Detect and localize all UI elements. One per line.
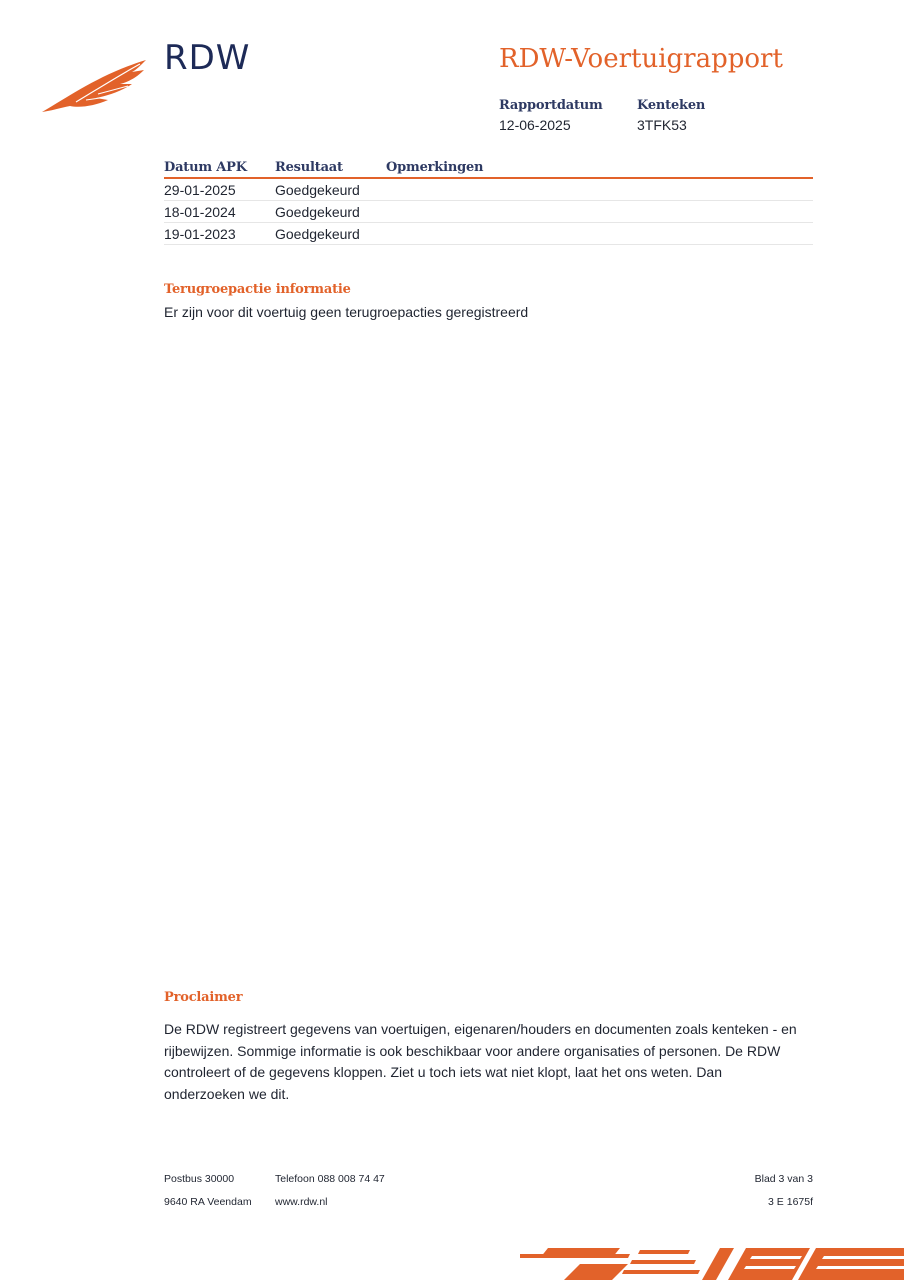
apk-table-header-row — [164, 160, 813, 178]
footer-code: 3 E 1675f — [768, 1196, 813, 1208]
recall-text: Er zijn voor dit voertuig geen terugroepacties geregistreerd — [164, 304, 529, 320]
apk-remarks-cell — [386, 223, 813, 245]
apk-table — [164, 160, 813, 245]
road-stripes-decoration-icon — [520, 1244, 904, 1280]
proclaimer-text: De RDW registreert gegevens van voertuigen, eigenaren/houders en documenten zoals kenteken - en rijbewijzen. Sommige informatie is ook beschikbaar voor andere organisaties of personen. De RDW controleert of de gegevens kloppen. Ziet u toch iets wat niet klopt, laat het ons weten. Dan onderzoeken we dit. — [164, 1021, 797, 1102]
report-title: RDW-Voertuigrapport — [499, 44, 783, 74]
plate-value: 3TFK53 — [637, 117, 687, 133]
plate-label: Kenteken — [637, 98, 706, 113]
report-date-label: Rapportdatum — [499, 98, 603, 113]
proclaimer-heading: Proclaimer — [164, 990, 243, 1005]
footer-city: 9640 RA Veendam — [164, 1196, 252, 1208]
recall-heading: Terugroepactie informatie — [164, 282, 351, 297]
apk-header-remarks: Opmerkingen — [386, 160, 813, 178]
apk-header-date: Datum APK — [164, 160, 275, 178]
apk-result-cell: Goedgekeurd — [275, 223, 386, 245]
table-row — [164, 178, 813, 201]
apk-remarks-cell — [386, 178, 813, 201]
report-date-block — [499, 98, 603, 133]
apk-remarks-cell — [386, 201, 813, 223]
footer-page-number: Blad 3 van 3 — [754, 1173, 813, 1185]
logo-text: RDW — [164, 38, 251, 78]
apk-date-cell: 29-01-2025 — [164, 178, 275, 201]
footer-website: www.rdw.nl — [275, 1196, 328, 1208]
report-date-value: 12-06-2025 — [499, 117, 571, 133]
table-row — [164, 223, 813, 245]
rdw-feather-logo-icon — [40, 56, 150, 116]
plate-block — [637, 98, 705, 133]
table-row — [164, 201, 813, 223]
footer-phone: Telefoon 088 008 74 47 — [275, 1173, 385, 1185]
apk-date-cell: 19-01-2023 — [164, 223, 275, 245]
apk-result-cell: Goedgekeurd — [275, 201, 386, 223]
apk-date-cell: 18-01-2024 — [164, 201, 275, 223]
apk-header-result: Resultaat — [275, 160, 386, 178]
footer-po-box: Postbus 30000 — [164, 1173, 235, 1185]
apk-result-cell: Goedgekeurd — [275, 178, 386, 201]
